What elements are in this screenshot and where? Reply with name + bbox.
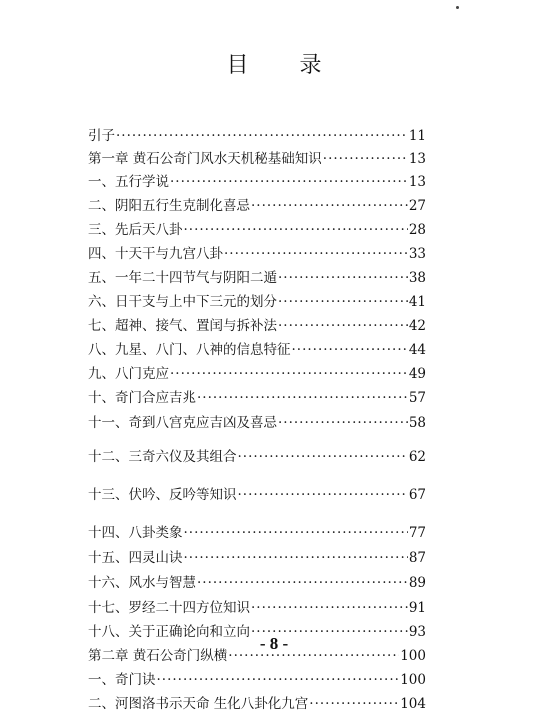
toc-entry-label: 第二章 黄石公奇门纵横: [88, 648, 228, 664]
table-of-contents: [88, 124, 426, 712]
toc-entry-label: 第一章 黄石公奇门风水天机秘基础知识: [88, 151, 322, 167]
leader-dots: [184, 222, 408, 238]
toc-entry-page: 58: [408, 415, 426, 431]
toc-entry-label: 十五、四灵山诀: [88, 550, 183, 566]
toc-entry-page: 38: [408, 270, 426, 286]
toc-entry-label: 一、奇门诀: [88, 672, 156, 688]
leader-dots: [309, 696, 399, 712]
toc-entry-label: 一、五行学说: [88, 174, 169, 190]
toc-entry: [88, 483, 426, 503]
toc-entry-page: 42: [408, 318, 426, 334]
toc-entry-label: 二、阴阳五行生克制化喜忌: [88, 198, 250, 214]
page-title: 目 录: [226, 53, 344, 78]
toc-entry-label: 十二、三奇六仪及其组合: [88, 449, 237, 465]
toc-entry-page: 41: [408, 294, 426, 310]
toc-entry: [88, 124, 426, 144]
toc-entry-label: 二、河图洛书示天命 生化八卦化九宫: [88, 696, 309, 712]
toc-entry: [88, 362, 426, 382]
toc-entry: [88, 242, 426, 262]
toc-entry-page: 77: [408, 525, 426, 541]
leader-dots: [278, 318, 408, 334]
leader-dots: [116, 128, 408, 144]
toc-entry-page: 91: [408, 600, 426, 616]
toc-entry-label: 十四、八卦类象: [88, 525, 183, 541]
leader-dots: [323, 151, 408, 167]
leader-dots: [170, 174, 408, 190]
toc-entry-page: 67: [408, 487, 426, 503]
toc-entry: [88, 692, 426, 712]
toc-entry-label: 十、奇门合应吉兆: [88, 390, 196, 406]
leader-dots: [170, 366, 408, 382]
toc-entry-label: 八、九星、八门、八神的信息特征: [88, 342, 291, 358]
toc-entry: [88, 521, 426, 541]
toc-entry: [88, 170, 426, 190]
toc-entry: [88, 668, 426, 688]
toc-entry-label: 十六、风水与智慧: [88, 575, 196, 591]
toc-entry-label: 五、一年二十四节气与阴阳二遁: [88, 270, 277, 286]
toc-entry-label: 七、超神、接气、置闰与拆补法: [88, 318, 277, 334]
toc-entry-page: 44: [408, 342, 426, 358]
toc-entry: [88, 338, 426, 358]
toc-entry-label: 十八、关于正确论向和立向: [88, 624, 250, 640]
toc-entry: [88, 571, 426, 591]
leader-dots: [157, 672, 400, 688]
toc-entry: [88, 386, 426, 406]
toc-entry: [88, 147, 426, 167]
toc-entry-label: 十三、伏吟、反吟等知识: [88, 487, 237, 503]
toc-entry-label: 四、十天干与九宫八卦: [88, 246, 223, 262]
toc-entry-label: 三、先后天八卦: [88, 222, 183, 238]
leader-dots: [251, 198, 408, 214]
toc-entry-page: 57: [408, 390, 426, 406]
leader-dots: [292, 342, 408, 358]
toc-entry-label: 六、日干支与上中下三元的划分: [88, 294, 277, 310]
leader-dots: [238, 487, 408, 503]
toc-entry-page: 13: [408, 151, 426, 167]
toc-entry-label: 十七、罗经二十四方位知识: [88, 600, 250, 616]
toc-entry: [88, 194, 426, 214]
toc-entry: [88, 218, 426, 238]
toc-entry: [88, 314, 426, 334]
toc-entry-page: 11: [408, 128, 426, 144]
leader-dots: [251, 600, 408, 616]
toc-entry-label: 引子: [88, 128, 115, 144]
leader-dots: [238, 449, 408, 465]
page-number: - 8 -: [259, 634, 289, 653]
toc-entry: [88, 411, 426, 431]
leader-dots: [184, 550, 408, 566]
scan-speck: [456, 6, 459, 9]
toc-entry-page: 27: [408, 198, 426, 214]
toc-entry-page: 33: [408, 246, 426, 262]
toc-entry-page: 100: [400, 672, 426, 688]
leader-dots: [184, 525, 408, 541]
toc-entry-page: 49: [408, 366, 426, 382]
leader-dots: [278, 270, 408, 286]
toc-entry-page: 13: [408, 174, 426, 190]
toc-entry-page: 62: [408, 449, 426, 465]
toc-entry: [88, 445, 426, 465]
leader-dots: [197, 390, 408, 406]
leader-dots: [278, 294, 408, 310]
toc-entry-page: 89: [408, 575, 426, 591]
leader-dots: [197, 575, 408, 591]
toc-entry-page: 87: [408, 550, 426, 566]
toc-entry-label: 十一、奇到八宫克应吉凶及喜忌: [88, 415, 277, 431]
toc-entry-label: 九、八门克应: [88, 366, 169, 382]
toc-entry-page: 93: [408, 624, 426, 640]
leader-dots: [224, 246, 408, 262]
toc-entry-page: 28: [408, 222, 426, 238]
toc-entry: [88, 290, 426, 310]
toc-entry: [88, 596, 426, 616]
toc-entry-page: 104: [400, 696, 426, 712]
toc-entry: [88, 266, 426, 286]
toc-entry: [88, 546, 426, 566]
leader-dots: [278, 415, 408, 431]
toc-entry-page: 100: [400, 648, 426, 664]
